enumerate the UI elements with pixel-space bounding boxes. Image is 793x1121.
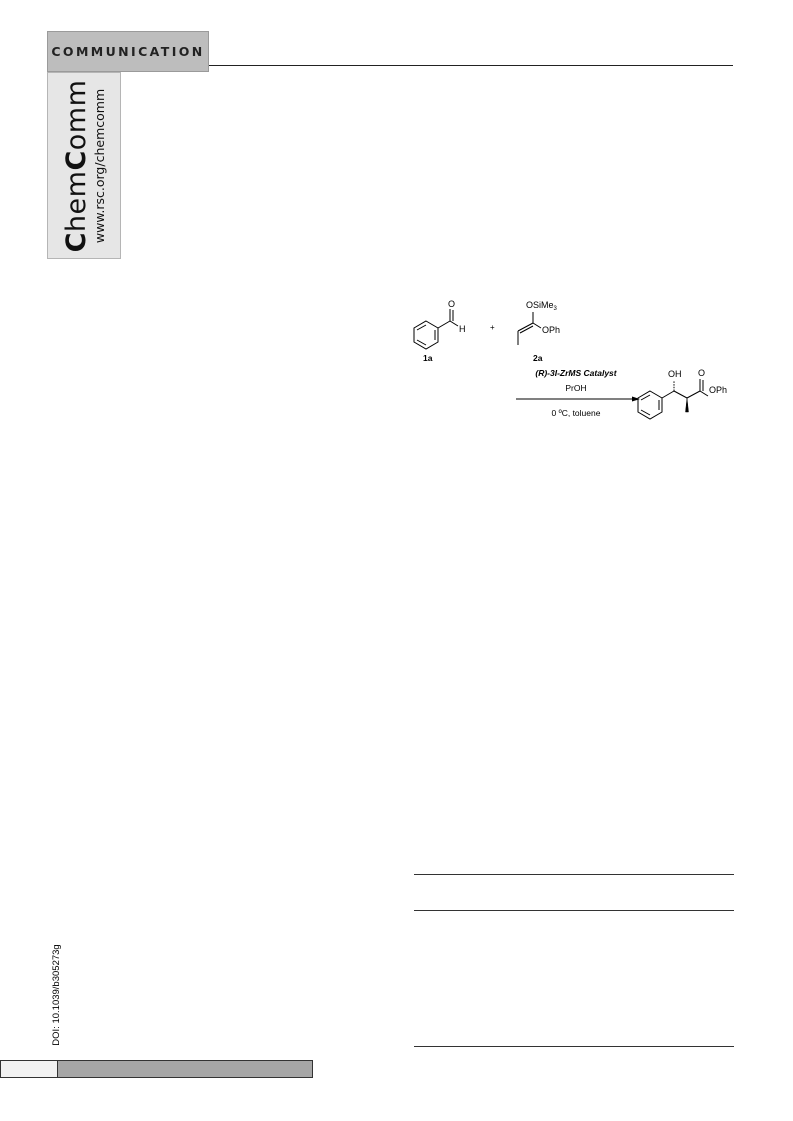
section-tab	[47, 31, 209, 72]
journal-brand	[58, 76, 112, 256]
reaction-scheme	[400, 295, 740, 430]
compound-2a-label: 2a	[533, 353, 543, 363]
logo-text-hem: hem	[61, 170, 92, 233]
table-rule-middle	[414, 910, 734, 911]
logo-letter-c2: C	[61, 150, 92, 171]
table-rule-top	[414, 874, 734, 875]
product-hydroxyl-label: OH	[668, 369, 682, 379]
product-phenoxy-label: OPh	[709, 385, 728, 395]
benzaldehyde-structure	[414, 299, 466, 349]
journal-brand-box	[47, 72, 121, 259]
journal-url: www.rsc.org/chemcomm	[92, 88, 107, 244]
additive-label: PrOH	[565, 383, 587, 393]
ketene-acetal-structure	[518, 300, 560, 345]
journal-logo	[62, 80, 92, 253]
aldehyde-oxygen-label: O	[448, 299, 456, 309]
footer-bar-right	[58, 1060, 313, 1078]
plus-sign: +	[490, 323, 495, 332]
aldol-product-structure	[638, 368, 727, 419]
table-rule-bottom	[414, 1046, 734, 1047]
doi-label: DOI: 10.1039/b305273g	[51, 944, 62, 1046]
section-label: COMMUNICATION	[51, 44, 205, 59]
conditions-label: 0 ºC, toluene	[551, 408, 601, 418]
aldehyde-hydrogen-label: H	[459, 324, 466, 334]
product-carbonyl-label: O	[698, 368, 706, 378]
logo-text-omm: omm	[61, 79, 92, 151]
logo-letter-c1: C	[61, 232, 92, 253]
phenoxy-label: OPh	[542, 325, 561, 335]
silyl-group-label: OSiMe$_3$	[526, 300, 557, 312]
header-rule	[209, 65, 733, 66]
footer-bar-left	[0, 1060, 58, 1078]
compound-1a-label: 1a	[423, 353, 433, 363]
catalyst-label: (R)-3I-ZrMS Catalyst	[535, 368, 617, 378]
